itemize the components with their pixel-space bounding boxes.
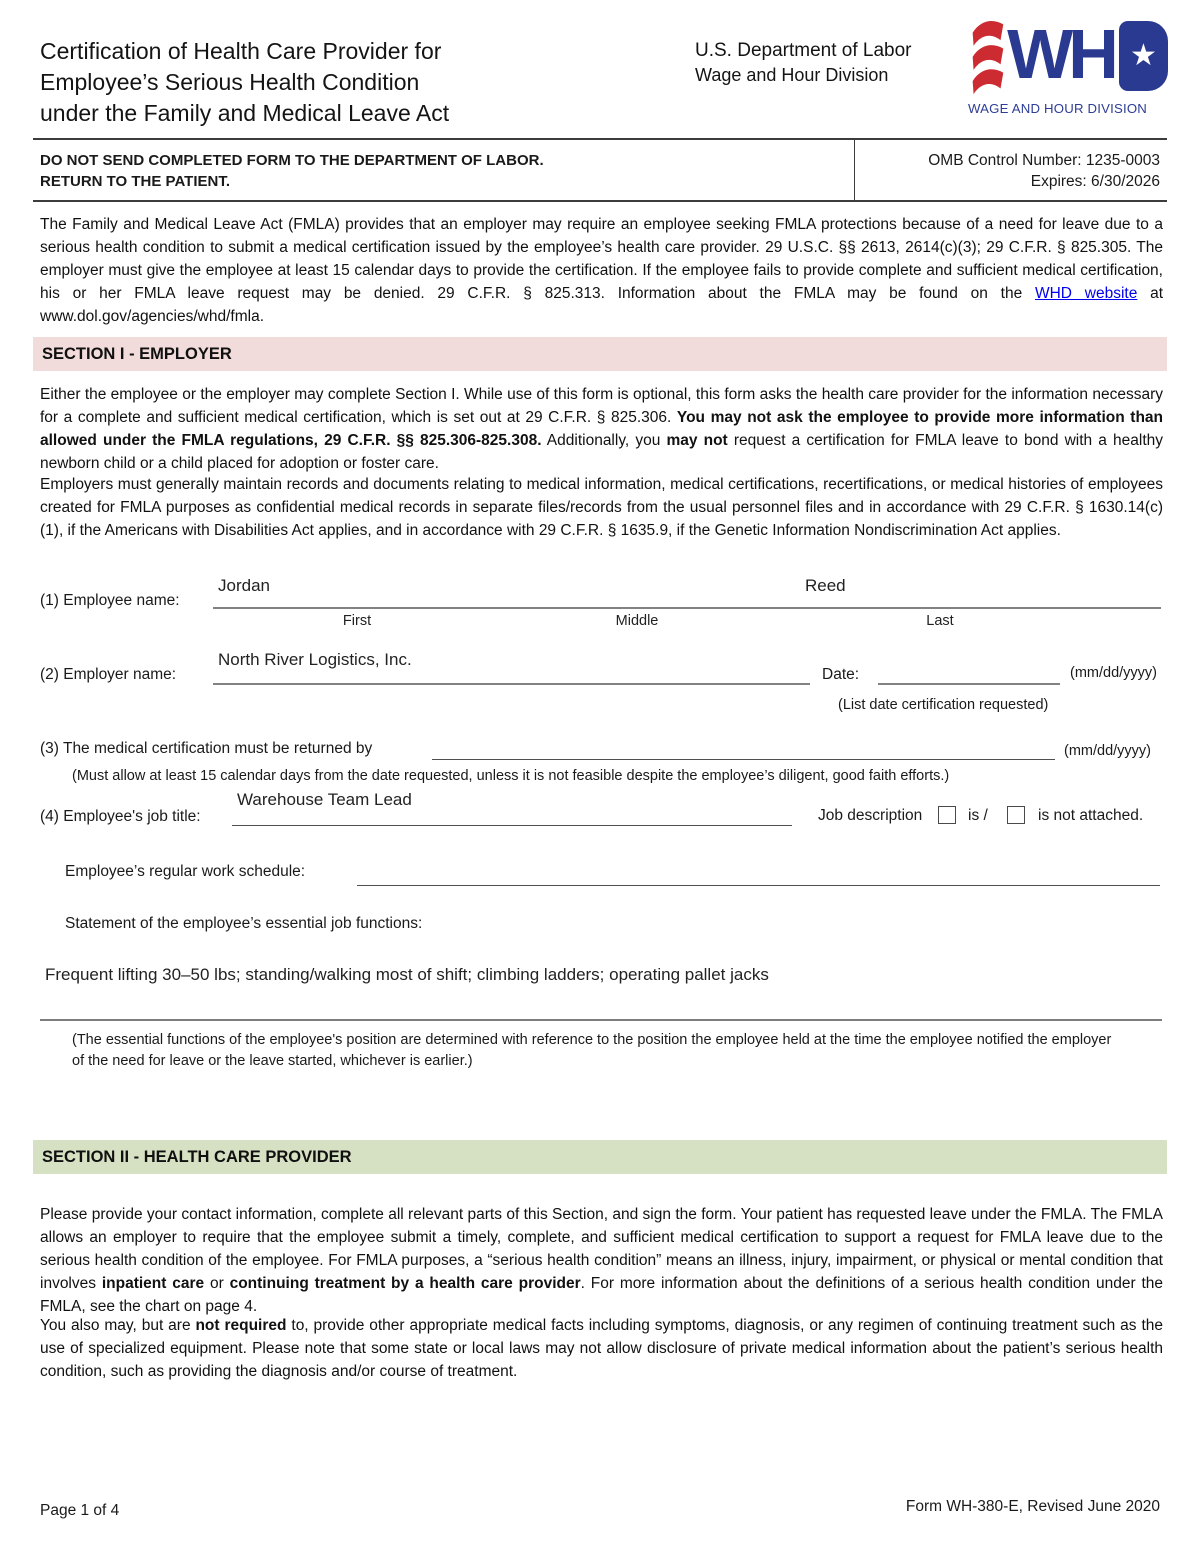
notice-line2: RETURN TO THE PATIENT. [40, 173, 231, 190]
star-icon: ★ [1129, 39, 1157, 72]
text-segment-bold: may not [666, 432, 728, 449]
employer-name-label: (2) Employer name: [40, 666, 177, 683]
whd-logo-d-block [1119, 21, 1168, 91]
text-segment-bold: not required [195, 1317, 287, 1334]
essential-functions-value[interactable]: Frequent lifting 30–50 lbs; standing/walking most of shift; climbing ladders; operating pallet jacks [45, 965, 769, 984]
return-by-date-line[interactable] [432, 740, 1055, 760]
intro-paragraph [40, 213, 1163, 328]
section2-paragraph-1 [40, 1203, 1163, 1318]
form-title [40, 36, 630, 129]
employer-name-value[interactable]: North River Logistics, Inc. [218, 650, 412, 669]
form-title-line1: Certification of Health Care Provider for [40, 38, 442, 64]
job-title-value[interactable]: Warehouse Team Lead [237, 790, 412, 809]
form-title-line3: under the Family and Medical Leave Act [40, 100, 450, 126]
essential-functions-divider [40, 1019, 1162, 1021]
name-first-sublabel: First [342, 613, 372, 629]
employee-last-name-value[interactable]: Reed [805, 576, 846, 595]
section1-paragraph-2: Employers must generally maintain records and documents relating to medical information, medical certifications, recertifications, or medical histories of employees created for FMLA purposes as confidential medical records in separate files/records from the usual personnel files and in accordance with 29 C.F.R. § 1630.14(c)(1), if the Americans with Disabilities Act applies, and in accordance with 29 C.F.R. § 1635.9, if the Genetic Information Nondiscrimination Act applies. [40, 476, 1163, 539]
job-description-attached-checkbox[interactable] [938, 806, 956, 824]
text-segment-bold: You may not ask the employee to provide more information than allowed under the FMLA regulations, 29 C.F.R. §§ 825.306-825.308. [40, 409, 1163, 449]
text-segment: or [204, 1275, 230, 1292]
employer-name-line[interactable] [213, 648, 810, 685]
text-segment: to, provide other appropriate medical facts including symptoms, diagnosis, or any regimen of continuing treatment such as the use of specialized equipment. Please note that some state or local laws may not allow disclosure of private medical information about the patient’s serious health condition, such as providing the diagnosis and/or course of treatment. [40, 1317, 1163, 1380]
job-description-is-not-label: is not attached. [1038, 807, 1144, 824]
work-schedule-line[interactable] [357, 866, 1160, 886]
whd-logo [968, 16, 1168, 116]
text-segment: Please provide your contact information, complete all relevant parts of this Section, and sign the form. Your patient has requested leave under the FMLA. The FMLA allows an employer to require that the employee submit a timely, complete, and sufficient medical certification to support a request for FMLA leave due to the serious health condition of the employee. For FMLA purposes, a “serious health condition” means an illness, injury, impairment, or physical or mental condition that involves [40, 1206, 1163, 1292]
omb-expires: Expires: 6/30/2026 [1030, 173, 1160, 190]
omb-control-number: OMB Control Number: 1235-0003 [928, 152, 1160, 169]
whd-website-link[interactable]: WHD website [1034, 285, 1138, 302]
employee-first-name-value[interactable]: Jordan [218, 576, 270, 595]
agency-division: Wage and Hour Division [695, 65, 889, 85]
intro-text-after-link: at www.dol.gov/agencies/whd/fmla. [40, 285, 1164, 325]
date-line[interactable] [878, 666, 1060, 685]
form-id: Form WH-380-E, Revised June 2020 [905, 1498, 1160, 1515]
notice-divider [854, 138, 855, 200]
job-description-not-attached-checkbox[interactable] [1007, 806, 1025, 824]
text-segment-bold: inpatient care [101, 1275, 205, 1292]
return-by-format-hint: (mm/dd/yyyy) [1064, 743, 1151, 759]
agency-name: U.S. Department of Labor [695, 40, 912, 61]
text-segment: You also may, but are [40, 1317, 196, 1334]
employee-name-label: (1) Employee name: [40, 592, 180, 609]
section2-paragraph-2 [40, 1314, 1163, 1383]
section1-paragraph-1 [40, 383, 1163, 475]
section2-header: SECTION II - HEALTH CARE PROVIDER [33, 1140, 1167, 1174]
header-rule-bottom [33, 200, 1167, 202]
text-segment: . For more information about the definitions of a serious health condition under the FMLA, see the chart on page 4. [40, 1275, 1164, 1315]
notice-line1: DO NOT SEND COMPLETED FORM TO THE DEPARTMENT OF LABOR. [40, 152, 544, 169]
name-last-sublabel: Last [926, 613, 954, 629]
name-middle-sublabel: Middle [615, 613, 659, 629]
text-segment: request a certification for FMLA leave to bond with a healthy newborn child or a child placed for adoption or foster care. [40, 432, 1163, 472]
whd-logo-caption: WAGE AND HOUR DIVISION [968, 101, 1148, 116]
text-segment: Additionally, you [541, 432, 667, 449]
job-description-is-label: is / [968, 807, 988, 824]
page-number: Page 1 of 4 [40, 1502, 120, 1519]
employee-name-line[interactable] [213, 572, 1161, 609]
do-not-send-notice [40, 150, 740, 192]
flag-stripes-icon [968, 16, 1005, 96]
essential-functions-note: (The essential functions of the employee's position are determined with reference to the position the employee held at the time the employee notified the employer of the need for leave or the leave started, whichever is earlier.) [72, 1032, 1112, 1069]
work-schedule-label: Employee’s regular work schedule: [65, 863, 306, 880]
intro-text-before-link: The Family and Medical Leave Act (FMLA) provides that an employer may require an employee seeking FMLA protections because of a need for leave due to a serious health condition to submit a medical certification issued by the employee’s health care provider. 29 U.S.C. §§ 2613, 2614(c)(3); 29 C.F.R. § 825.305. The employer must give the employee at least 15 calendar days to provide the certification. If the employee fails to provide complete and sufficient medical certification, his or her FMLA leave request may be denied. 29 C.F.R. § 825.313. Information about the FMLA may be found on the [40, 216, 1163, 302]
section1-header: SECTION I - EMPLOYER [33, 337, 1167, 371]
header-rule-top [33, 138, 1167, 140]
whd-logo-letters: WH [1007, 15, 1114, 93]
form-title-line2: Employee’s Serious Health Condition [40, 69, 420, 95]
return-by-label: (3) The medical certification must be returned by [40, 740, 373, 757]
text-segment: Either the employee or the employer may complete Section I. While use of this form is optional, this form asks the health care provider for the information necessary for a complete and sufficient medical certification, which is set out at 29 C.F.R. § 825.306. [40, 386, 1163, 426]
omb-block [860, 150, 1160, 192]
essential-functions-label: Statement of the employee’s essential job functions: [65, 915, 423, 932]
job-description-label: Job description [818, 807, 923, 824]
job-title-line[interactable] [232, 788, 792, 826]
date-note: (List date certification requested) [838, 697, 1049, 713]
text-segment-bold: continuing treatment by a health care provider [229, 1275, 581, 1292]
date-format-hint: (mm/dd/yyyy) [1070, 665, 1157, 681]
return-by-note: (Must allow at least 15 calendar days from the date requested, unless it is not feasible despite the employee’s diligent, good faith efforts.) [72, 768, 950, 784]
whd-logo-row [968, 16, 1168, 96]
date-label: Date: [822, 666, 860, 683]
agency-block [695, 38, 960, 87]
job-title-label: (4) Employee's job title: [40, 808, 201, 825]
